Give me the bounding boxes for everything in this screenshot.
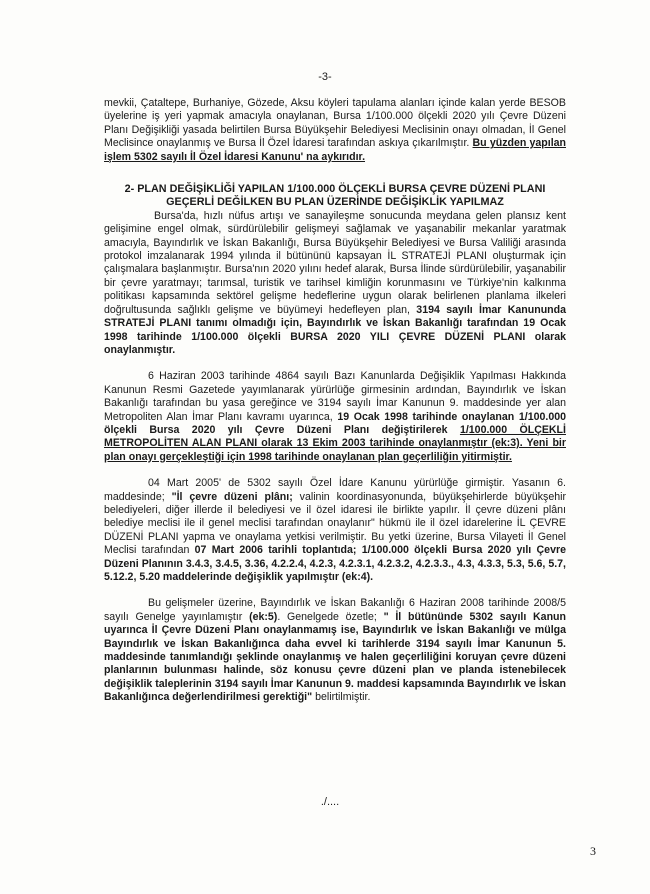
page-number-footer: 3 <box>590 844 596 858</box>
law-text: 04 Mart 2005' de 5302 sayılı Özel İdare Kanunu yürürlüğe girmiştir. Yasanın 6. maddesinde; <box>104 477 566 503</box>
strategy-bold: 3194 sayılı İmar Kanununda STRATEJİ PLANI tanımı olmadığı için, Bayındırlık ve İskan Bakanlığı tarafından 19 Ocak 1998 tarihinde 1/100.000 ölçekli BURSA 2020 YILI ÇEVRE DÜZENİ PLANI olarak onaylanmıştır. <box>104 303 566 356</box>
metropolitan-bold: 19 Ocak 1998 tarihinde onaylanan 1/100.000 ölçekli Bursa 2020 yılı Çevre Düzeni Planı değiştirilerek <box>104 410 566 436</box>
document-body <box>104 97 566 705</box>
intro-text: mevkii, Çataltepe, Burhaniye, Gözede, Aksu köyleri tapulama alanları içinde kalan yerde BESOB üyelerine iş yeri yapmak amacıyla onaylanan, Bursa 1/100.000 ölçekli 2020 yılı Çevre Düzeni Planı Değişikliği yasada belirtilen Bursa Büyükşehir Belediyesi Meclisinin onayı olmadan, İl Genel Meclisince onaylanmış ve Bursa İl Özel İdaresi tarafından askıya çıkarılmıştır. <box>104 97 566 150</box>
law-quote-bold: "İl çevre düzeni plânı; <box>171 490 293 503</box>
paragraph-intro <box>104 97 566 164</box>
metropolitan-bold-underline: 1/100.000 ÖLÇEKLİ METROPOLİTEN ALAN PLANI olarak 13 Ekim 2003 tarihinde onaylanmıştır (ek:3). Yeni bir plan onayı gerçekleştiği için 1998 tarihinde onaylanan plan geçerliliğin yitirmiştir. <box>104 423 566 463</box>
circular-text-2: . Genelgede özetle; <box>277 610 377 623</box>
law-quote: valinin koordinasyonunda, büyükşehirlerde büyükşehir belediyeleri, diğer illerde il belediyesi ve il özel idaresi ile birlikte yapılır. İl çevre düzeni plânı belediye meclisi ile il genel meclisi tarafından onaylanır" hükmü ile il özel idarelerine İL ÇEVRE DÜZENİ PLANI yapma ve onaylama yetkisi verilmiştir. Bu yetki üzerine, Bursa Vilayeti İl Genel Meclisi tarafından <box>104 490 566 557</box>
circular-end: belirtilmiştir. <box>315 691 371 704</box>
page-number-top: -3- <box>318 71 332 83</box>
metropolitan-text: 6 Haziran 2003 tarihinde 4864 sayılı Bazı Kanunlarda Değişiklik Yapılması Hakkında Kanunun Resmi Gazetede yayımlanarak yürürlüğe girmesinin ardından, Bayındırlık ve İskan Bakanlığı tarafından bu yasa gereğince ve 3194 sayılı İmar Kanunun 9. maddesinde yer alan Metropoliten Alan İmar Planı kavramı uyarınca, <box>104 370 566 423</box>
paragraph-strategy-plan <box>104 210 566 357</box>
strategy-text: Bursa'da, hızlı nüfus artışı ve sanayileşme sonucunda meydana gelen plansız kent gelişimine engel olmak, sürdürülebilir gelişmeyi sağlamak ve yaşanabilir mekanlar yaratmak amacıyla, Bayındırlık ve İskan Bakanlığı, Bursa Büyükşehir Belediyesi ve Bursa Valiliği arasında protokol imzalanarak 1994 yılında il bütününü kapsayan İL STRATEJİ PLANI oluşturmak için çalışmalara başlanmıştır. Bursa'nın 2020 yılını hedef alarak, Bursa İlinde sürdürülebilir, yaşanabilir bir çevre yaratmayı; tarımsal, turistik ve tarihsel kimliğin korunmasını ve Türkiye'nin kalkınma politikası kapsamında sektörel gelişme hedeflerine uygun olarak belirlenen planlama ilkeleri doğrultusunda sağlıklı gelişme ve büyümeyi hedefleyen plan, <box>104 209 566 316</box>
law-amendment-bold: 07 Mart 2006 tarihli toplantıda; 1/100.000 ölçekli Bursa 2020 yılı Çevre Düzeni Planının 3.4.3, 3.4.5, 3.36, 4.2.2.4, 4.2.3, 4.2.3.1, 4.2.3.2, 4.2.3.3., 4.3, 4.3.3, 5.3, 5.6, 5.7, 5.12.2, 5.20 maddelerinde değişiklik yapılmıştır (ek:4). <box>104 544 566 583</box>
paragraph-special-administration <box>104 477 566 584</box>
paragraph-circular <box>104 597 566 704</box>
paragraph-metropolitan-plan <box>104 370 566 464</box>
intro-conclusion: Bu yüzden yapılan işlem 5302 sayılı İl Özel İdaresi Kanunu' na aykırıdır. <box>104 137 566 163</box>
continuation-mark: ./.... <box>320 796 340 808</box>
circular-quote-bold: " İl bütününde 5302 sayılı Kanun uyarınca İl Çevre Düzeni Planı onaylanmamış ise, Bayındırlık ve İskan Bakanlığı ve mülga Bayındırlık ve İskan Bakanlığınca daha evvel ki tarihlerde 3194 sayılı İmar Kanunun 5. maddesinde tanımlandığı şeklinde onaylanmış ve halen geçerliliğini koruyan çevre düzeni planlarının bulunması halinde, söz konusu çevre düzeni plan ve planda istenebilecek değişiklik taleplerinin 3194 sayılı İmar Kanunun 9. maddesi kapsamında Bayındırlık ve İskan Bakanlığınca değerlendirilmesi gerektiği" <box>104 610 566 704</box>
circular-text: Bu gelişmeler üzerine, Bayındırlık ve İskan Bakanlığı 6 Haziran 2008 tarihinde 2008/5 sayılı Genelge yayınlamıştır <box>104 597 566 623</box>
section-heading: 2- PLAN DEĞİŞİKLİĞİ YAPILAN 1/100.000 ÖLÇEKLİ BURSA ÇEVRE DÜZENİ PLANI GEÇERLİ DEĞİLKEN BU PLAN ÜZERİNDE DEĞİŞİKLİK YAPILMAZ <box>124 183 546 209</box>
circular-ek: (ek:5) <box>249 610 278 623</box>
